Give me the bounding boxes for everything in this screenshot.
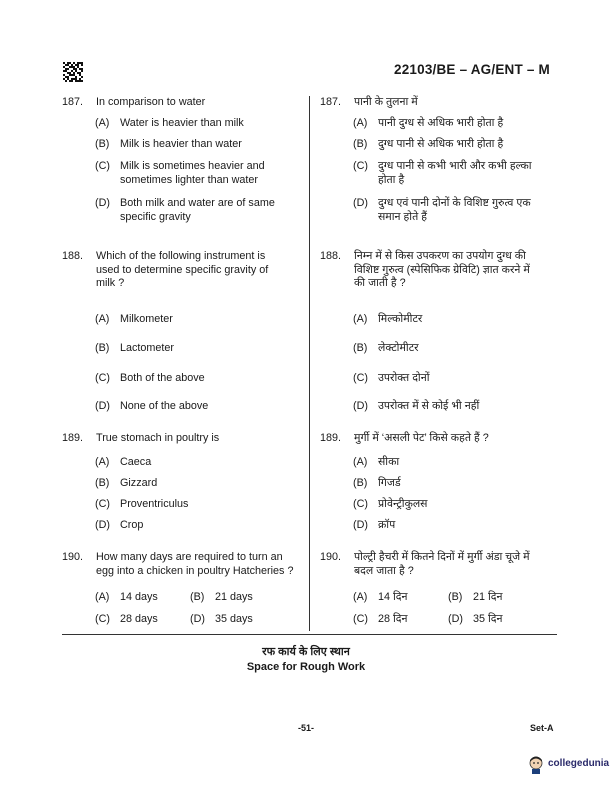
- option-text: 21 दिन: [473, 591, 503, 603]
- question-number: 190.: [62, 551, 84, 563]
- option-text: None of the above: [120, 400, 209, 412]
- option-label: (D): [95, 400, 110, 412]
- option-label: (C): [353, 498, 368, 510]
- option-text: 14 दिन: [378, 591, 408, 603]
- option-text: 35 दिन: [473, 613, 503, 625]
- option-label: (A): [353, 591, 368, 603]
- question-text: निम्न में से किस उपकरण का उपयोग दुग्ध की: [354, 250, 526, 262]
- option-label: (B): [95, 342, 110, 354]
- option-text: समान होते हैं: [378, 210, 427, 223]
- logo-text: collegedunia: [548, 758, 610, 769]
- option-text: Crop: [120, 519, 144, 531]
- option-text: लेक्टोमीटर: [378, 342, 419, 354]
- option-label: (B): [190, 591, 205, 603]
- option-text: दुग्ध पानी से अधिक भारी होता है: [378, 138, 504, 150]
- option-text: Milkometer: [120, 313, 173, 325]
- question-text: पानी के तुलना में: [354, 96, 418, 108]
- option-label: (B): [95, 477, 110, 489]
- question-number: 189.: [62, 432, 84, 444]
- option-label: (D): [353, 519, 368, 531]
- option-text: मिल्कोमीटर: [378, 313, 423, 325]
- option-label: (C): [95, 160, 110, 172]
- set-label: Set-A: [530, 723, 554, 733]
- option-text: होता है: [378, 173, 405, 186]
- column-divider: [309, 96, 310, 631]
- option-label: (D): [353, 197, 368, 209]
- question-number: 188.: [320, 250, 342, 262]
- option-text: Both of the above: [120, 372, 205, 384]
- option-label: (C): [353, 372, 368, 384]
- option-label: (B): [353, 138, 368, 150]
- option-label: (A): [353, 117, 368, 129]
- option-text: Milk is heavier than water: [120, 138, 242, 150]
- question-number: 189.: [320, 432, 342, 444]
- question-text: मुर्गी में ‘असली पेट’ किसे कहते हैं ?: [354, 432, 489, 444]
- option-label: (A): [95, 591, 110, 603]
- qr-code-icon: [63, 62, 83, 82]
- option-label: (A): [353, 313, 368, 325]
- page-number: -51-: [297, 723, 314, 733]
- option-label: (C): [353, 160, 368, 172]
- option-label: (A): [95, 117, 110, 129]
- question-text: बदल जाता है ?: [354, 564, 414, 577]
- question-text: पोल्ट्री हैचरी में कितने दिनों में मुर्गी अंडा चूजे में: [354, 551, 530, 563]
- option-label: (D): [95, 197, 110, 209]
- option-text: Proventriculus: [120, 498, 189, 510]
- option-label: (C): [353, 613, 368, 625]
- option-text: 21 days: [215, 591, 253, 603]
- option-label: (D): [353, 400, 368, 412]
- option-text: सीका: [378, 456, 400, 468]
- option-text: दुग्ध पानी से कभी भारी और कभी हल्का: [378, 160, 532, 172]
- option-text: 28 days: [120, 613, 158, 625]
- option-text: 14 days: [120, 591, 158, 603]
- option-label: (D): [190, 613, 205, 625]
- question-text: विशिष्ट गुरुत्व (स्पेसिफिक ग्रेविटि) ज्ञात करने में: [354, 263, 530, 276]
- question-text: True stomach in poultry is: [96, 432, 220, 444]
- option-text: 28 दिन: [378, 613, 408, 625]
- option-label: (C): [95, 498, 110, 510]
- paper-code: 22103/BE – AG/ENT – M: [393, 62, 550, 77]
- option-text: क्रॉप: [378, 519, 396, 531]
- option-label: (A): [353, 456, 368, 468]
- option-text: 35 days: [215, 613, 253, 625]
- question-number: 188.: [62, 250, 84, 262]
- option-text: specific gravity: [120, 210, 191, 223]
- option-text: पानी दुग्ध से अधिक भारी होता है: [378, 117, 504, 129]
- question-text: In comparison to water: [96, 96, 206, 108]
- collegedunia-logo: [528, 756, 610, 779]
- option-label: (A): [95, 313, 110, 325]
- option-label: (B): [448, 591, 463, 603]
- question-text: How many days are required to turn an: [96, 551, 283, 563]
- question-number: 187.: [320, 96, 342, 108]
- option-label: (B): [353, 342, 368, 354]
- option-text: Lactometer: [120, 342, 175, 354]
- mascot-icon: [528, 756, 544, 774]
- option-text: गिजर्ड: [378, 477, 401, 489]
- option-text: Both milk and water are of same: [120, 197, 275, 209]
- question-number: 190.: [320, 551, 342, 563]
- option-text: Gizzard: [120, 477, 158, 489]
- option-label: (C): [95, 613, 110, 625]
- option-label: (D): [95, 519, 110, 531]
- question-text: milk ?: [96, 277, 125, 289]
- option-text: sometimes lighter than water: [120, 173, 259, 186]
- question-text: Which of the following instrument is: [96, 250, 266, 262]
- option-label: (A): [95, 456, 110, 468]
- option-text: प्रोवेन्ट्रीकुलस: [378, 498, 428, 510]
- section-rule: [62, 634, 557, 635]
- rough-work-label-english: Space for Rough Work: [246, 661, 366, 673]
- option-text: Caeca: [120, 456, 152, 468]
- option-label: (D): [448, 613, 463, 625]
- question-number: 187.: [62, 96, 84, 108]
- question-text: egg into a chicken in poultry Hatcheries ?: [96, 564, 294, 577]
- option-text: उपरोक्त दोनों: [378, 372, 430, 384]
- option-text: दुग्ध एवं पानी दोनों के विशिष्ट गुरुत्व एक: [378, 197, 531, 209]
- option-text: Water is heavier than milk: [120, 117, 244, 129]
- question-text: used to determine specific gravity of: [96, 263, 269, 276]
- option-label: (B): [95, 138, 110, 150]
- rough-work-label-hindi: रफ कार्य के लिए स्थान: [262, 646, 350, 658]
- option-text: उपरोक्त में से कोई भी नहीं: [378, 400, 480, 412]
- option-label: (C): [95, 372, 110, 384]
- option-label: (B): [353, 477, 368, 489]
- question-text: की जाती है ?: [354, 277, 406, 289]
- option-text: Milk is sometimes heavier and: [120, 160, 265, 172]
